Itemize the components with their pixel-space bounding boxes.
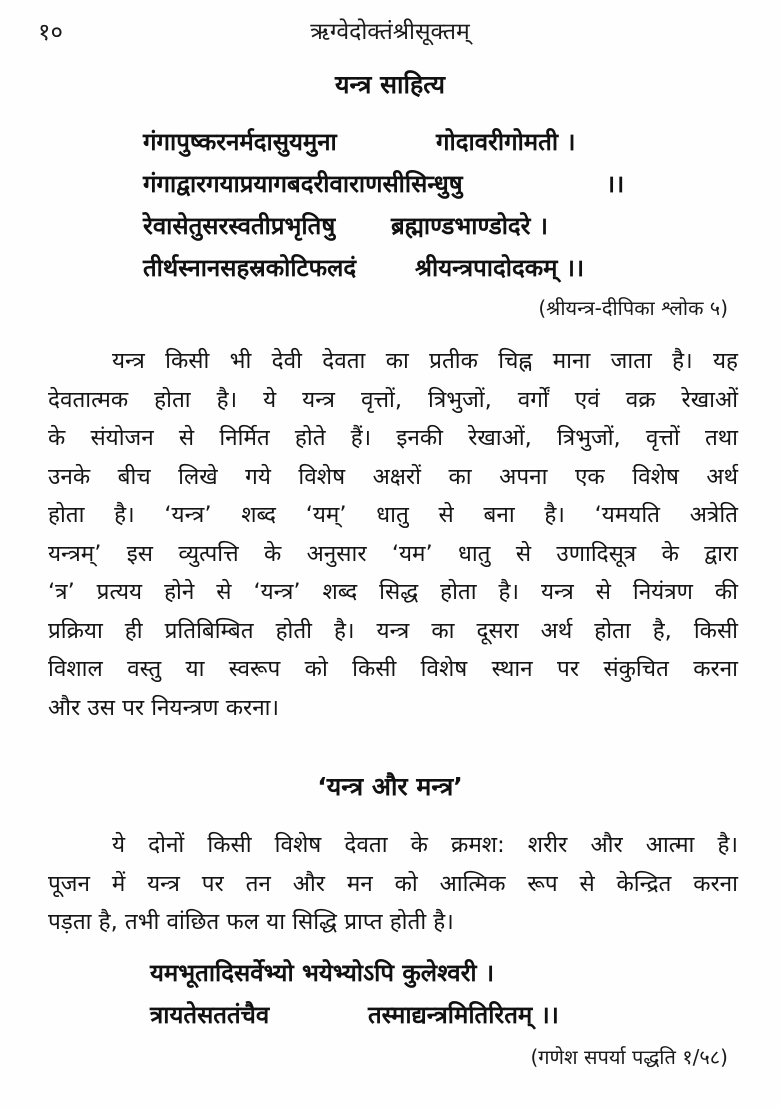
verse-line-first-half: गंगाद्वारगयाप्रयागबदरीवाराणसीसिन्धुषु <box>143 170 463 198</box>
page-number: १० <box>38 18 63 46</box>
paragraph-line: उनके बीच लिखे गये विशेष अक्षरों का अपना एक विशेष अर्थ <box>48 463 738 490</box>
paragraph-line: विशाल वस्तु या स्वरूप को किसी विशेष स्थान पर संकुचित करना <box>48 656 738 682</box>
citation-ganesh-saparya: (गणेश सपर्या पद्धति १/५८) <box>530 1045 728 1069</box>
paragraph-line: होता है। ‘यन्त्र’ शब्द ‘यम्’ धातु से बना है। ‘यमयति अत्रेति <box>48 502 738 528</box>
verse-line <box>143 205 743 247</box>
verse-line-first-half: रेवासेतुसरस्वतीप्रभृतिषु <box>143 212 336 240</box>
verse-line-second-half: ब्रह्माण्डभाण्डोदरे । <box>391 212 548 240</box>
verse-line-second-half: तस्माद्यन्त्रमितिरितम् ।। <box>368 1001 559 1029</box>
paragraph-yantra-mantra <box>48 826 738 942</box>
verse-line-first-half: त्रायतेसततंचैव <box>150 1001 270 1029</box>
page-header <box>0 12 780 52</box>
section-title-yantra-sahitya: यन्त्र साहित्य <box>334 70 445 99</box>
verse-line <box>150 994 750 1036</box>
paragraph-line: प्रक्रिया ही प्रतिबिम्बित होती है। यन्त्र का दूसरा अर्थ होता है, किसी <box>48 617 738 644</box>
citation-shriyantra-dipika: (श्रीयन्त्र-दीपिका श्लोक ५) <box>538 296 728 320</box>
paragraph-line: यन्त्र किसी भी देवी देवता का प्रतीक चिह्न माना जाता है। यह <box>112 348 738 374</box>
verse-line-second-half: श्रीयन्त्रपादोदकम् ।। <box>415 254 585 282</box>
verse-line-first-half: तीर्थस्नानसहस्रकोटिफलदं <box>143 254 357 282</box>
verse-line <box>143 121 743 163</box>
paragraph-line: देवतात्मक होता है। ये यन्त्र वृत्तों, त्रिभुजों, वर्गों एवं वक्र रेखाओं <box>48 386 738 413</box>
verse-ganesh-saparya <box>150 952 750 1036</box>
paragraph-yantra-definition <box>48 342 738 727</box>
verse-line <box>143 247 743 289</box>
verse-line-second-half: ।। <box>606 170 625 198</box>
verse-line-second-half: गोदावरीगोमती । <box>436 128 576 156</box>
paragraph-line: पूजन में यन्त्र पर तन और मन को आत्मिक रूप से केन्द्रित करना <box>48 870 738 897</box>
paragraph-line: ‘त्र’ प्रत्यय होने से ‘यन्त्र’ शब्द सिद्ध होता है। यन्त्र से नियंत्रण की <box>48 579 738 605</box>
paragraph-line: पड़ता है, तभी वांछित फल या सिद्धि प्राप्त होती है। <box>48 909 454 935</box>
verse-shriyantra-dipika <box>143 121 743 289</box>
verse-line <box>143 163 743 205</box>
paragraph-line: और उस पर नियन्त्रण करना। <box>48 694 280 721</box>
running-title: ऋग्वेदोक्तंश्रीसूक्तम् <box>310 19 470 45</box>
section-title-yantra-aur-mantra: ‘यन्त्र और मन्त्र’ <box>317 772 463 801</box>
paragraph-line: यन्त्रम्’ इस व्युत्पत्ति के अनुसार ‘यम’ धातु से उणादिसूत्र के द्वारा <box>48 540 738 567</box>
verse-line-text: यमभूतादिसर्वेभ्यो भयेभ्योऽपि कुलेश्वरी । <box>150 959 495 987</box>
paragraph-line: ये दोनों किसी विशेष देवता के क्रमश: शरीर और आत्मा है। <box>112 832 738 858</box>
verse-line <box>150 952 750 994</box>
paragraph-line: के संयोजन से निर्मित होते हैं। इनकी रेखाओं, त्रिभुजों, वृत्तों तथा <box>48 425 738 451</box>
verse-line-first-half: गंगापुष्करनर्मदासुयमुना <box>143 128 337 156</box>
